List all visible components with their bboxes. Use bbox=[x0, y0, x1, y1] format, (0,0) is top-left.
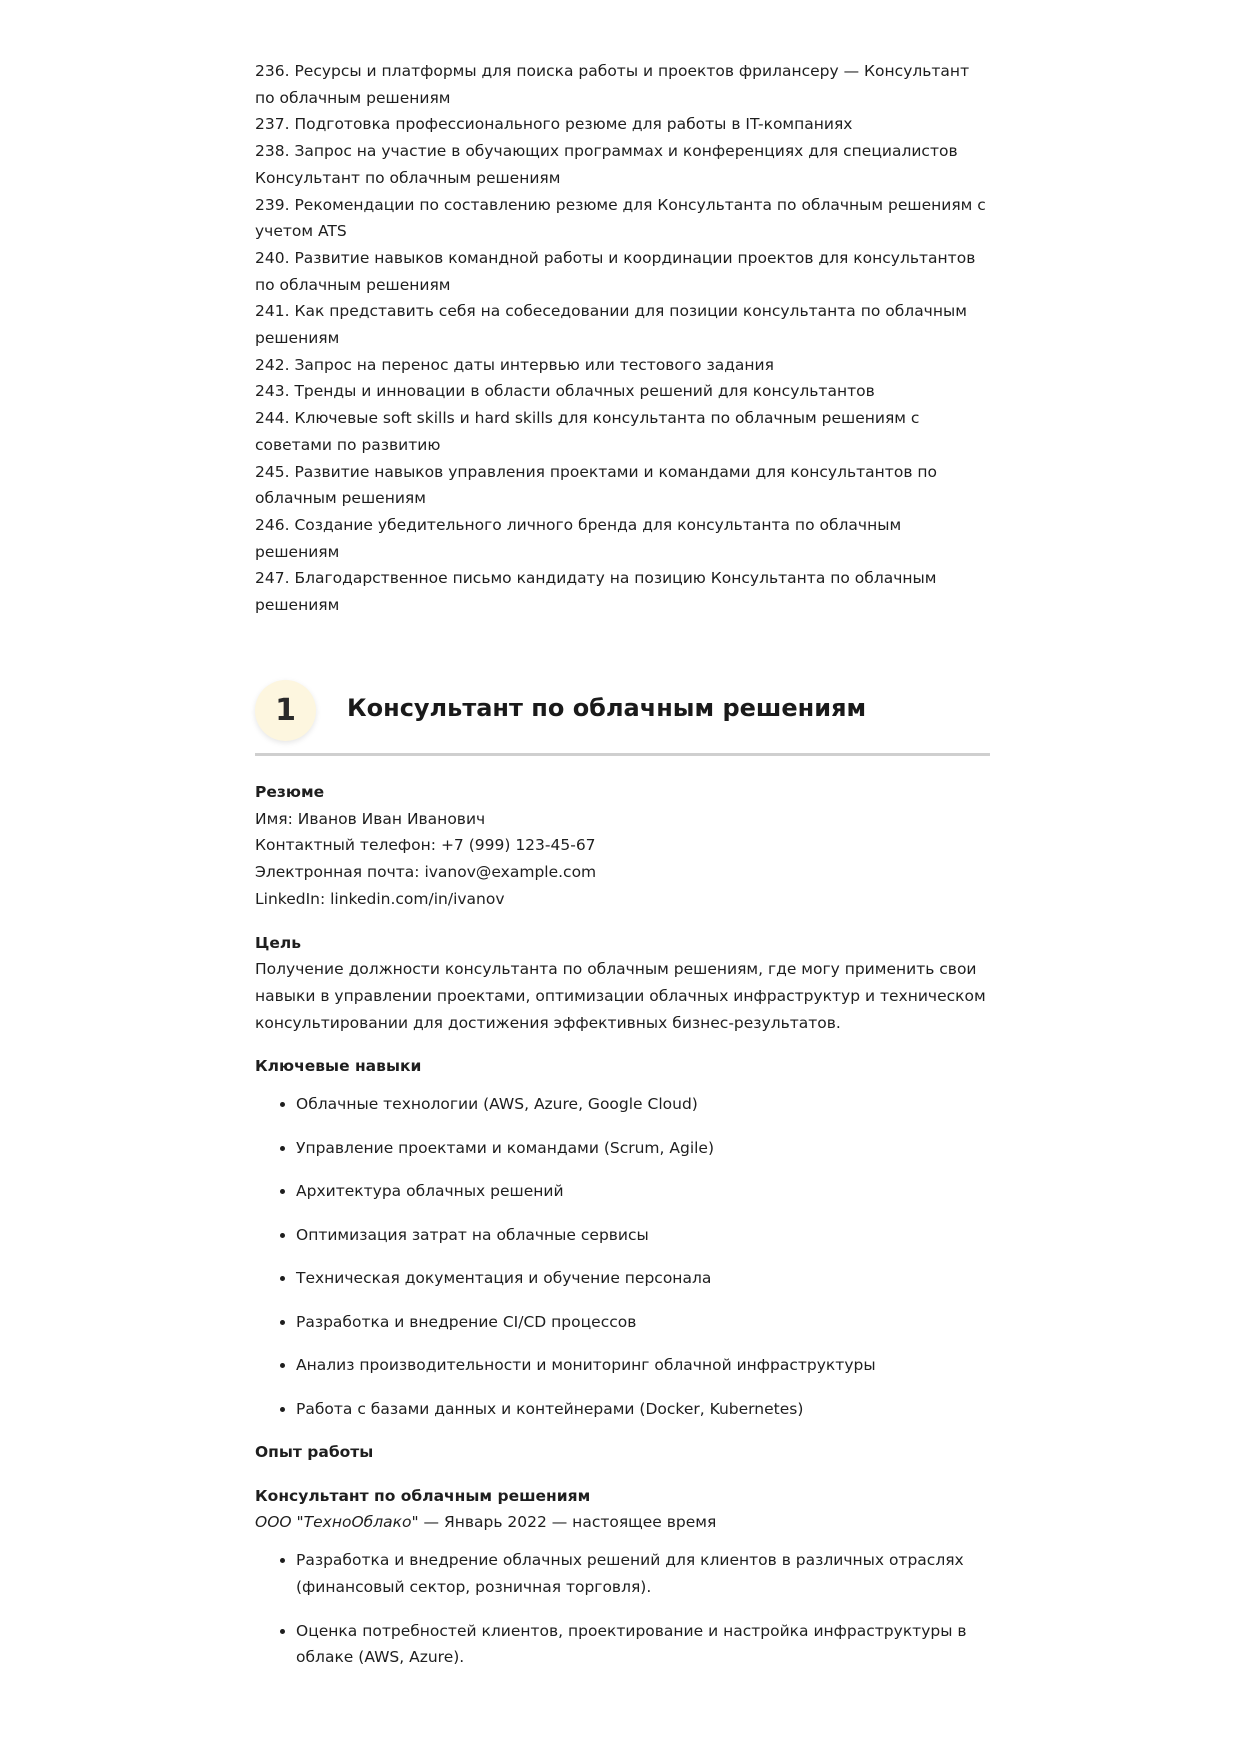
job-meta bbox=[255, 1509, 990, 1536]
toc-item[interactable]: 247. Благодарственное письмо кандидату на позицию Консультанта по облачным решениям bbox=[255, 569, 937, 615]
toc-item[interactable]: 237. Подготовка профессионального резюме для работы в IT-компаниях bbox=[255, 115, 853, 134]
skill-item: • Разработка и внедрение CI/CD процессов bbox=[296, 1309, 990, 1336]
resume-phone: Контактный телефон: +7 (999) 123-45-67 bbox=[255, 836, 596, 855]
toc-item[interactable]: 240. Развитие навыков командной работы и координации проектов для консультантов по облачным решениям bbox=[255, 248, 976, 294]
resume-name: Имя: Иванов Иван Иванович bbox=[255, 809, 486, 828]
goal-text: Получение должности консультанта по облачным решениям, где могу применить свои навыки в управлении проектами, оптимизации облачных инфраструктур и техническом консультировании для достижения эффективных бизнес-результатов. bbox=[255, 960, 986, 1032]
duty-item: • Оценка потребностей клиентов, проектирование и настройка инфраструктуры в облаке (AWS, Azure). bbox=[296, 1618, 990, 1671]
skill-item: • Оптимизация затрат на облачные сервисы bbox=[296, 1222, 990, 1249]
toc-list bbox=[255, 58, 990, 619]
toc-item[interactable]: 243. Тренды и инновации в области облачных решений для консультантов bbox=[255, 382, 875, 401]
resume-email: Электронная почта: ivanov@example.com bbox=[255, 863, 597, 882]
resume-heading: Резюме bbox=[255, 783, 325, 801]
duties-list bbox=[255, 1547, 990, 1671]
skill-item: • Работа с базами данных и контейнерами (Docker, Kubernetes) bbox=[296, 1396, 990, 1423]
resume-linkedin: LinkedIn: linkedin.com/in/ivanov bbox=[255, 889, 505, 908]
toc-item[interactable]: 245. Развитие навыков управления проектами и командами для консультантов по облачным решениям bbox=[255, 462, 937, 508]
toc-item[interactable]: 241. Как представить себя на собеседовании для позиции консультанта по облачным решениям bbox=[255, 302, 967, 348]
section-title: Консультант по облачным решениям bbox=[347, 694, 867, 722]
toc-section bbox=[255, 58, 990, 619]
toc-item[interactable]: 239. Рекомендации по составлению резюме для Консультанта по облачным решениям с учетом ATS bbox=[255, 195, 986, 241]
toc-item[interactable]: 238. Запрос на участие в обучающих программах и конференциях для специалистов Консультант по облачным решениям bbox=[255, 142, 958, 187]
experience-heading: Опыт работы bbox=[255, 1443, 374, 1462]
skill-item: • Архитектура облачных решений bbox=[296, 1178, 990, 1205]
skill-item: • Анализ производительности и мониторинг облачной инфраструктуры bbox=[296, 1352, 990, 1379]
skill-item: • Управление проектами и командами (Scrum, Agile) bbox=[296, 1135, 990, 1162]
skills-list bbox=[255, 1091, 990, 1422]
skill-item: • Облачные технологии (AWS, Azure, Google Cloud) bbox=[296, 1091, 990, 1118]
resume-body bbox=[255, 779, 990, 1688]
job-company: ООО "ТехноОблако" bbox=[255, 1513, 419, 1532]
section-number-badge: 1 bbox=[255, 680, 316, 741]
toc-item[interactable]: 246. Создание убедительного личного бренда для консультанта по облачным решениям bbox=[255, 515, 902, 561]
toc-item[interactable]: 242. Запрос на перенос даты интервью или тестового задания bbox=[255, 355, 774, 374]
toc-item[interactable]: 244. Ключевые soft skills и hard skills для консультанта по облачным решениям с советами по развитию bbox=[255, 409, 920, 454]
duty-item: • Разработка и внедрение облачных решений для клиентов в различных отраслях (финансовый сектор, розничная торговля). bbox=[296, 1547, 990, 1600]
toc-item[interactable]: 236. Ресурсы и платформы для поиска работы и проектов фрилансеру — Консультант по облачным решениям bbox=[255, 62, 970, 107]
section-header bbox=[255, 680, 990, 756]
skills-heading: Ключевые навыки bbox=[255, 1057, 422, 1076]
goal-heading: Цель bbox=[255, 933, 302, 952]
job-title: Консультант по облачным решениям bbox=[255, 1486, 591, 1505]
skill-item: • Техническая документация и обучение персонала bbox=[296, 1265, 990, 1292]
job-period: — Январь 2022 — настоящее время bbox=[418, 1513, 717, 1532]
